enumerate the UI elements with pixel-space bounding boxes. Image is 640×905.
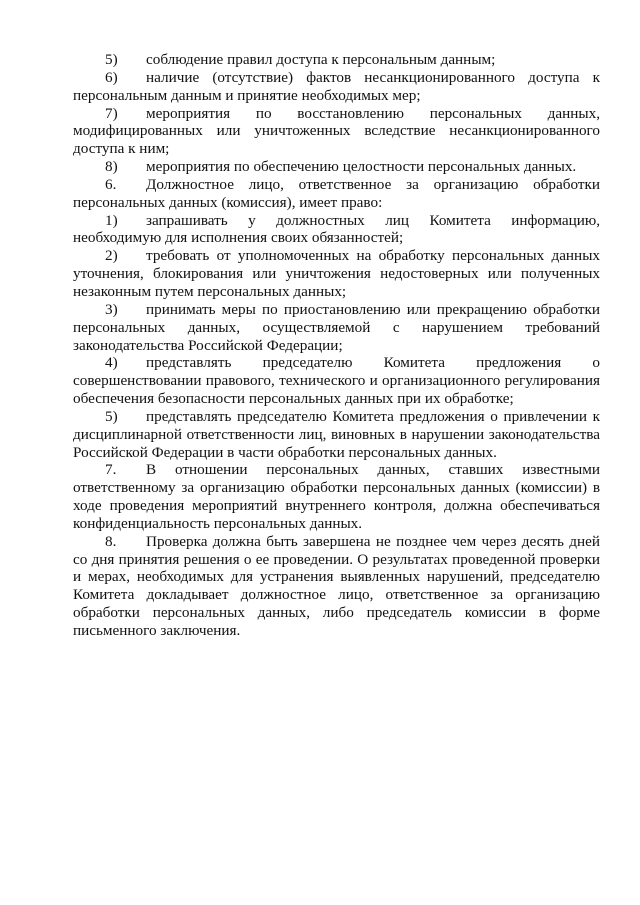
paragraph <box>73 461 600 532</box>
paragraph <box>73 176 600 212</box>
paragraph <box>73 247 600 301</box>
paragraph-text: запрашивать у должностных лиц Комитета информацию, необходимую для исполнения своих обязанностей; <box>73 211 600 247</box>
paragraph-text: наличие (отсутствие) фактов несанкционированного доступа к персональным данным и принятие необходимых мер; <box>73 68 600 104</box>
item-number: 7) <box>105 104 118 122</box>
paragraph-text: мероприятия по восстановлению персональных данных, модифицированных или уничтоженных вследствие несанкционированного доступа к ним; <box>73 104 600 158</box>
paragraph-text: мероприятия по обеспечению целостности персональных данных. <box>146 158 577 176</box>
item-number: 8. <box>105 532 117 550</box>
item-number: 6. <box>105 175 117 193</box>
item-number: 3) <box>105 300 118 318</box>
paragraph-text: принимать меры по приостановлению или прекращению обработки персональных данных, осуществляемой с нарушением требований законодательства Российской Федерации; <box>73 300 600 354</box>
paragraph-text: Должностное лицо, ответственное за организацию обработки персональных данных (комиссия), имеет право: <box>73 175 600 211</box>
paragraph-text: В отношении персональных данных, ставших известными ответственному за организацию обработки персональных данных (комиссии) в ходе проведения мероприятий внутреннего контроля, должна обеспечиваться конфиденциальность персональных данных. <box>73 461 600 532</box>
paragraph <box>73 51 600 69</box>
item-number: 5) <box>105 407 118 425</box>
item-number: 5) <box>105 51 118 68</box>
paragraph-text: соблюдение правил доступа к персональным данным; <box>146 51 496 68</box>
document-body <box>73 51 600 640</box>
paragraph <box>73 354 600 408</box>
item-number: 2) <box>105 247 118 265</box>
item-number: 1) <box>105 211 118 229</box>
paragraph <box>73 408 600 462</box>
paragraph <box>73 533 600 640</box>
paragraph <box>73 212 600 248</box>
paragraph <box>73 158 600 176</box>
paragraph-text: представлять председателю Комитета предложения о привлечении к дисциплинарной ответственности лиц, виновных в нарушении законодательства Российской Федерации в части обработки персональных данных. <box>73 407 600 461</box>
item-number: 8) <box>105 158 118 176</box>
paragraph-text: Проверка должна быть завершена не позднее чем через десять дней со дня принятия решения о ее проведении. О результатах проведенной проверки и мерах, необходимых для устранения выявленных нарушений, председателю Комитета докладывает должностное лицо, ответственное за организацию обработки персональных данных, либо председатель комиссии в форме письменного заключения. <box>73 532 600 639</box>
item-number: 7. <box>105 461 117 479</box>
paragraph-text: требовать от уполномоченных на обработку персональных данных уточнения, блокирования или уничтожения недостоверных или полученных незаконным путем персональных данных; <box>73 247 600 300</box>
paragraph <box>73 105 600 159</box>
item-number: 6) <box>105 68 118 86</box>
paragraph <box>73 301 600 355</box>
item-number: 4) <box>105 354 118 372</box>
paragraph-text: представлять председателю Комитета предложения о совершенствовании правового, технического и организационного регулирования обеспечения безопасности персональных данных при их обработке; <box>73 354 600 408</box>
paragraph <box>73 69 600 105</box>
